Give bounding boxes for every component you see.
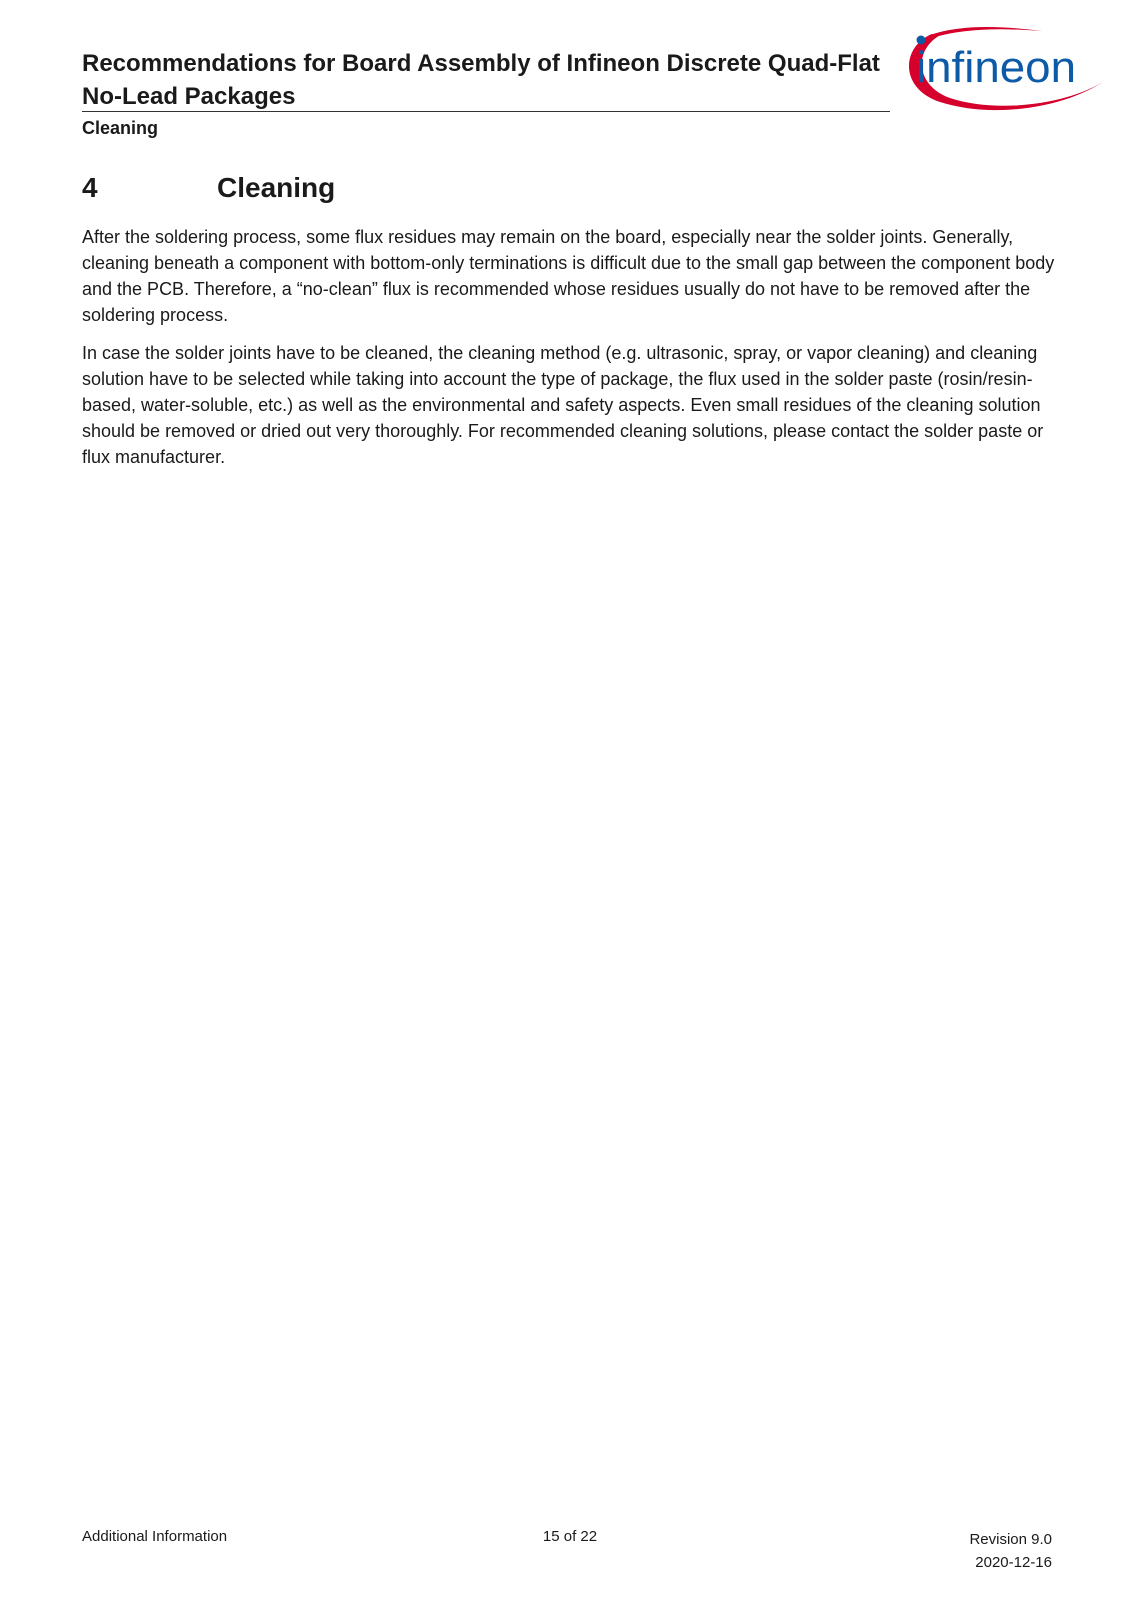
- infineon-logo: [902, 22, 1112, 118]
- header-divider: [82, 111, 890, 112]
- page-number: 15 of 22: [542, 1528, 598, 1545]
- running-section-title: Cleaning: [82, 118, 159, 138]
- chapter-heading: [82, 172, 335, 204]
- footer-revision-block: [969, 1528, 1052, 1574]
- revision-number: Revision 9.0: [969, 1531, 1052, 1548]
- body-text: [82, 224, 1058, 482]
- svg-text:infineon: infineon: [916, 43, 1076, 92]
- paragraph-flux-residues: After the soldering process, some flux residues may remain on the board, especially near the solder joints. Generally, cleaning beneath a component with bottom-only terminations is difficult due to the small gap between the component body and the PCB. Therefore, a “no-clean” flux is recommended whose residues usually do not have to be removed after the soldering process.: [82, 227, 1055, 325]
- footer-label: Additional Information: [82, 1528, 228, 1545]
- chapter-number: 4: [82, 172, 98, 203]
- chapter-title: Cleaning: [217, 172, 336, 203]
- paragraph-cleaning-method: In case the solder joints have to be cleaned, the cleaning method (e.g. ultrasonic, spray, or vapor cleaning) and cleaning solution have to be selected while taking into account the type of package, the flux used in the solder paste (rosin/resin-based, water-soluble, etc.) as well as the environmental and safety aspects. Even small residues of the cleaning solution should be removed or dried out very thoroughly. For recommended cleaning solutions, please contact the solder paste or flux manufacturer.: [82, 343, 1044, 467]
- document-title: Recommendations for Board Assembly of Infineon Discrete Quad-Flat No-Lead Packages: [82, 50, 880, 110]
- revision-date: 2020-12-16: [975, 1554, 1052, 1571]
